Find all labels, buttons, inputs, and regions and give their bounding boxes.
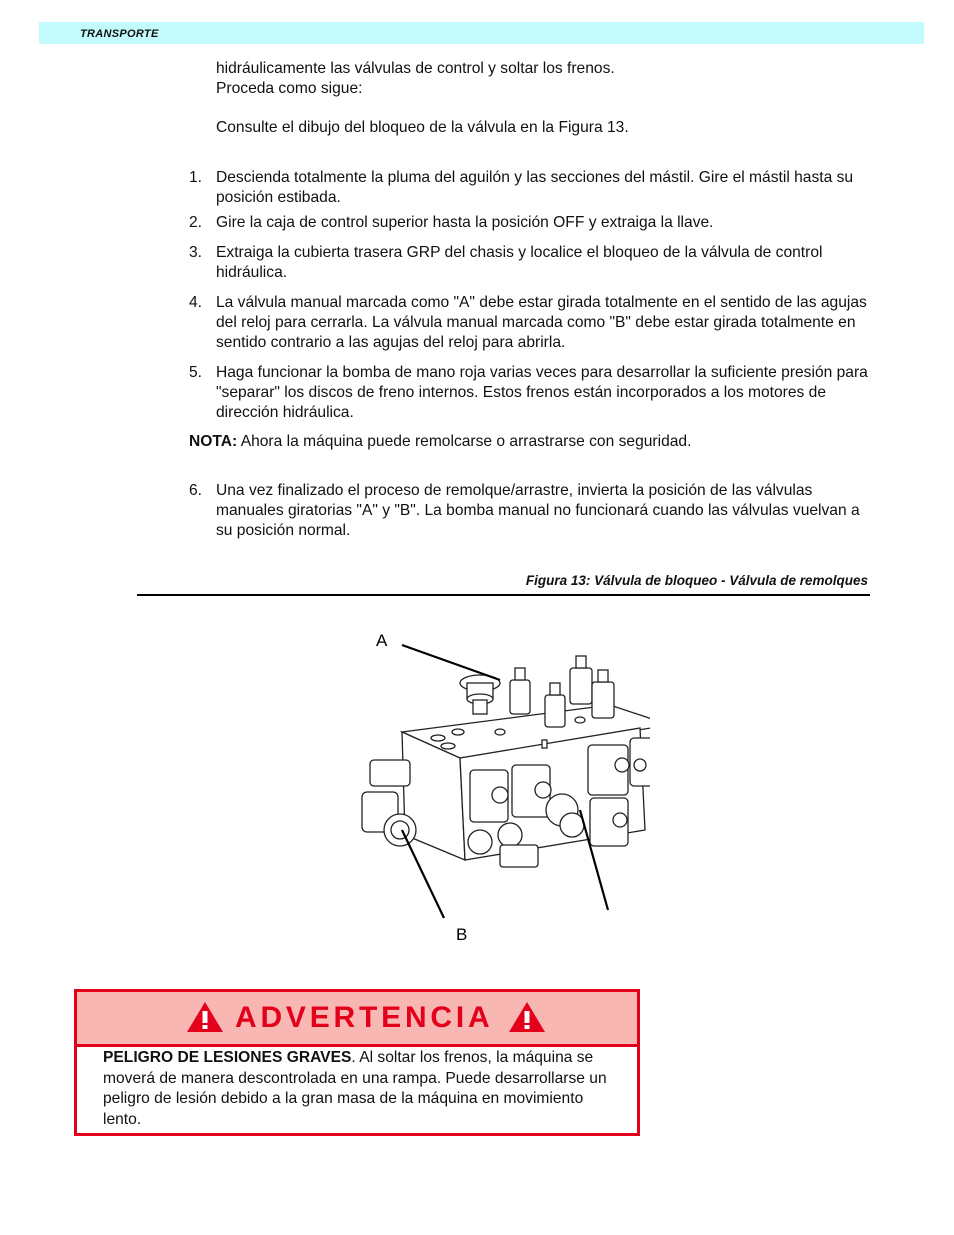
note	[189, 432, 879, 452]
warning-lead: PELIGRO DE LESIONES GRAVES	[103, 1049, 352, 1066]
list-item-text: Extraiga la cubierta trasera GRP del chasis y localice el bloqueo de la válvula de control hidráulica.	[216, 244, 823, 281]
warning-title: ADVERTENCIA	[235, 1001, 494, 1034]
valve-block-drawing	[340, 620, 650, 950]
callout-a: A	[376, 631, 388, 650]
note-text: Ahora la máquina puede remolcarse o arrastrarse con seguridad.	[237, 433, 692, 450]
header-bar	[39, 22, 924, 44]
list-item-text: Una vez finalizado el proceso de remolque/arrastre, invierta la posición de las válvulas manuales giratorias "A" y "B". La bomba manual no funcionará cuando las válvulas vuelvan a su posición normal.	[216, 482, 860, 539]
warning-header	[77, 992, 637, 1047]
intro-line-1: hidráulicamente las válvulas de control y soltar los frenos.	[216, 60, 615, 77]
divider	[137, 594, 870, 596]
figure-caption: Figura 13: Válvula de bloqueo - Válvula de remolques	[525, 573, 868, 588]
warning-box	[74, 989, 640, 1136]
list-item-number: 1.	[189, 169, 203, 186]
callout-b: B	[456, 925, 468, 944]
list-item-text: Descienda totalmente la pluma del aguilón y las secciones del mástil. Gire el mástil hasta su posición estibada.	[216, 169, 854, 206]
warning-triangle-icon	[185, 1000, 225, 1034]
warning-triangle-icon	[507, 1000, 547, 1034]
list-item-number: 6.	[189, 482, 203, 499]
warning-body	[103, 1048, 613, 1130]
note-label: NOTA:	[189, 433, 238, 450]
list-item-number: 2.	[189, 214, 203, 231]
list-item-text: Haga funcionar la bomba de mano roja varias veces para desarrollar la suficiente presión para "separar" los discos de freno internos. Estos frenos están incorporados a los motores de dirección hidráulica.	[216, 364, 868, 421]
list-item-number: 3.	[189, 244, 203, 261]
intro-line-2: Proceda como sigue:	[216, 80, 363, 97]
section-title: TRANSPORTE	[80, 28, 159, 40]
figure-reference: Consulte el dibujo del bloqueo de la válvula en la Figura 13.	[216, 119, 629, 136]
leader-line-a	[402, 645, 500, 680]
list-item-number: 4.	[189, 294, 203, 311]
list-item-text: Gire la caja de control superior hasta la posición OFF y extraiga la llave.	[216, 214, 714, 231]
valve-block-figure	[340, 620, 650, 950]
list-item-text: La válvula manual marcada como "A" debe estar girada totalmente en el sentido de las agujas del reloj para cerrarla. La válvula manual marcada como "B" debe estar girada totalmente en sentido contrario a las agujas del reloj para abrirla.	[216, 294, 867, 351]
warning-text: . Al soltar los frenos, la máquina se moverá de manera descontrolada en una rampa. Puede desarrollarse un peligro de lesión debido a la gran masa de la máquina en movimiento lento.	[103, 1049, 607, 1128]
list-item-number: 5.	[189, 364, 203, 381]
